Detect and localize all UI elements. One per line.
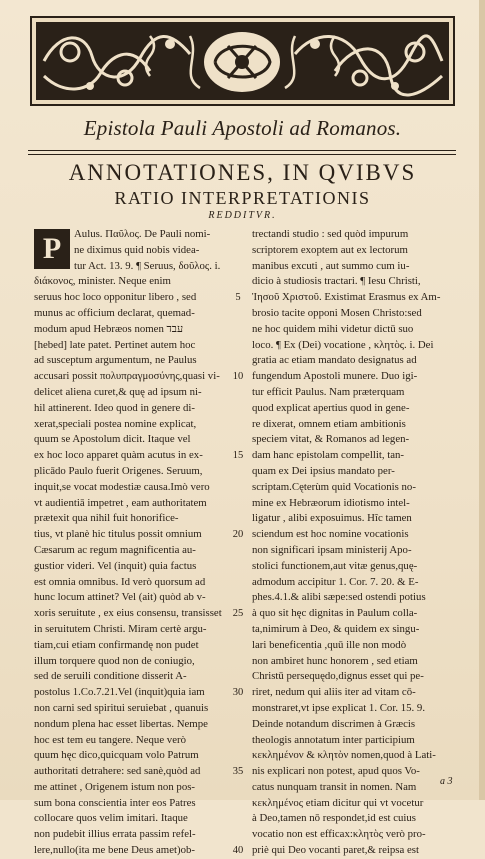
text-line: Aulus. Παῦλος. De Pauli nomi- — [74, 228, 211, 240]
text-line: vocatio non est efficax:κλητὸς verò pro- — [252, 828, 426, 841]
text-line: gratia ac etiam mandato designatus ad — [252, 354, 417, 367]
line-number: 25 — [232, 608, 244, 620]
text-line: speciem vitat, & Romanos ad legen- — [252, 433, 410, 446]
text-line: seruus hoc loco opponitur libero , sed — [34, 291, 197, 304]
text-line: dicio à studiosis tractari. ¶ Iesu Christi, — [252, 275, 421, 288]
line-number: 5 — [235, 292, 241, 304]
text-line: hunc locum attinet? Vel (ait) quòd ab v- — [34, 591, 206, 604]
text-line: scriptorem exoptem aut ex lectorum — [252, 243, 408, 256]
text-line: theologis annotatum inter participium — [252, 733, 415, 746]
ornamental-headpiece — [30, 16, 455, 106]
signature-mark: a 3 — [440, 776, 453, 787]
text-line: quam ex Dei ipsius mandato per- — [252, 464, 395, 477]
text-line: ad susceptum argumentum, ne Paulus — [34, 354, 197, 367]
text-line: admodum accipitur 1. Cor. 7. 20. & E- — [252, 575, 419, 588]
text-line: quum hęc dico,quicquam volo Patrum — [34, 749, 199, 762]
text-line: prætexit qua nihil fuit honorifice- — [34, 512, 179, 525]
text-line: ne diximus quid nobis videa- — [74, 243, 200, 256]
text-line: gustior videri. Vel (inquit) quia factus — [34, 559, 197, 572]
line-number: 20 — [232, 529, 244, 541]
text-line: à quo sit hęc dignitas in Paulum colla- — [252, 607, 418, 620]
text-line: Deinde notandum discrimen à Græcis — [252, 717, 416, 730]
text-line: authoritati detrahere: sed sanè,quòd ad — [34, 765, 201, 778]
text-line: monstraret,vt ipse explicat 1. Cor. 15. 9. — [252, 701, 426, 714]
line-number: 35 — [232, 766, 244, 778]
text-line: xerat,speciali postea nomine explicat, — [34, 417, 197, 430]
text-line: manibus excuti , aut summo cum iu- — [252, 259, 410, 272]
text-line: non ambiret hunc honorem , sed etiam — [252, 654, 418, 667]
text-line: loco. ¶ Ex (Dei) vocatione , κλητὸς. i. Dei — [252, 338, 434, 351]
text-line: illum torquere quod non de coniugio, — [34, 654, 195, 667]
text-line: tur Act. 13. 9. ¶ Seruus, δοῦλος. i. — [74, 259, 221, 272]
text-line: dam hanc epistolam compellit, tan- — [252, 449, 405, 462]
text-line: fungendum Apostoli munere. Duo igi- — [252, 370, 418, 383]
title-line-1: ANNOTATIONES, IN QVIBVS — [68, 160, 417, 185]
text-line: non carni sed spiritui seruiebat , quanuis — [34, 701, 209, 714]
text-line: riret, nedum qui aliis iter ad vitam cō- — [252, 686, 416, 699]
line-number: 40 — [232, 845, 244, 857]
text-line: κεκλημένον & κλητὸν nomen,quod à Lati- — [252, 749, 436, 762]
text-line: munus ac officium declarat, quemad- — [34, 306, 195, 319]
text-line: quod explicat apertius quod in gene- — [252, 401, 410, 414]
text-line: tiam,cui etiam confirmandę non pudet — [34, 638, 199, 651]
text-line: collocare quos velim imitari. Itaque — [34, 812, 188, 825]
text-line: non significari ipsam ministerij Apo- — [252, 543, 412, 556]
text-line: sed de seruili conditione disserit A- — [34, 670, 187, 683]
text-line: brosio tacite opponi Mosen Christo:sed — [252, 306, 422, 319]
heading-rule — [28, 150, 456, 151]
text-line: [hebed] late patet. Pertinet autem hoc — [34, 338, 196, 351]
text-line: xoris seruitute , ex eius consensu, transisset — [34, 607, 222, 620]
text-line: accusari possit πολυπραγμοσύνης,quasi vi- — [34, 370, 220, 383]
text-line: me attinet , Origenem istum non pos- — [34, 780, 196, 793]
right-column — [252, 227, 457, 859]
text-line: priè qui Deo vocanti paret,& reipsa est — [252, 844, 419, 857]
text-line: trectandi studio : sed quòd impurum — [252, 228, 409, 240]
text-line: Ἰησοῦ Χριστοῦ. Existimat Erasmus ex Am- — [252, 291, 441, 304]
text-line: stolici functionem,aut vitæ genus,quę- — [252, 559, 418, 572]
text-line: mine ex Hebræorum idiotismo intel- — [252, 496, 410, 509]
text-line: phes.4.1.& alibi sæpe:sed ostendi potius — [252, 591, 426, 604]
text-line: modum apud Hebræos nomen עבד — [34, 322, 184, 335]
text-line: tur efficit Paulus. Nam præterquam — [252, 385, 405, 398]
text-line: nis explicari non potest, apud quos Vo- — [252, 765, 420, 778]
text-line: ex hoc loco apparet quàm acutus in ex- — [34, 449, 203, 462]
text-line: tius, vt planè hic titulus possit omnium — [34, 528, 202, 541]
text-line: vt audientiā impetret , eam authoritatem — [34, 496, 207, 509]
title-line-2: RATIO INTERPRETATIONIS — [114, 188, 371, 208]
text-line: catus nunquam transit in nomen. Nam — [252, 780, 417, 793]
line-number: 10 — [232, 371, 244, 383]
line-number: 15 — [232, 450, 244, 462]
text-line: non pudebit illius errata passim refel- — [34, 828, 196, 841]
title-line-3: REDDITVR. — [208, 210, 277, 221]
text-line: delicet aliena curet,& quę ad ipsum ni- — [34, 385, 202, 398]
text-line: re dixerat, omnem etiam ambitionis — [252, 417, 406, 430]
text-line: Christū persequędo,dignus esset qui pe- — [252, 670, 424, 683]
text-line: sciendum est hoc nomine vocationis — [252, 528, 409, 541]
left-column — [34, 227, 234, 859]
text-line: in seruitutem Christi. Miram certè argu- — [34, 622, 207, 635]
text-line: plicādo Paulo fuerit Origenes. Seruum, — [34, 464, 203, 477]
text-line: quum se Apostolum dicit. Itaque vel — [34, 433, 191, 446]
text-line: κεκλημένος etiam dicitur qui vt vocetur — [252, 796, 424, 809]
text-line: lari beneficentia ,quū ille non modò — [252, 638, 407, 651]
text-line: nondum plena hac esset libertas. Nempe — [34, 717, 208, 730]
heading-rule-thin — [28, 154, 456, 155]
text-line: ne hoc quidem mihi videtur dictū suo — [252, 322, 414, 335]
text-line: à Deo,tamen nō respondet,id est cuius — [252, 812, 417, 825]
page-heading: Epistola Pauli Apostoli ad Romanos. — [83, 116, 402, 140]
text-line: hoc est tem eu tangere. Neque verò — [34, 733, 186, 746]
line-number: 30 — [232, 687, 244, 699]
text-line: hil attinerent. Ideo quod in genere di- — [34, 401, 195, 414]
text-line: ligatur , alibi exposuimus. Hîc tamen — [252, 512, 412, 525]
text-line: scriptam.Cęterùm quid Vocationis no- — [252, 480, 416, 493]
text-line: postolus 1.Co.7.21.Vel (inquit)quia iam — [34, 686, 205, 699]
text-line: inquit,se vocat modestiæ causa.Imò vero — [34, 480, 210, 493]
text-line: sum bona conscientia inter eos Patres — [34, 796, 196, 809]
text-line: ta,nimirum à Deo, & quidem ex singu- — [252, 622, 420, 635]
drop-capital: P — [34, 229, 70, 269]
text-line: est omnia omnibus. Id verò quorsum ad — [34, 575, 206, 588]
text-line: διάκονος, minister. Neque enim — [34, 275, 171, 288]
text-line: lere,nullo(ita me bene Deus amet)ob- — [34, 844, 195, 857]
text-line: Cæsarum ac regum magnificentia au- — [34, 543, 196, 556]
